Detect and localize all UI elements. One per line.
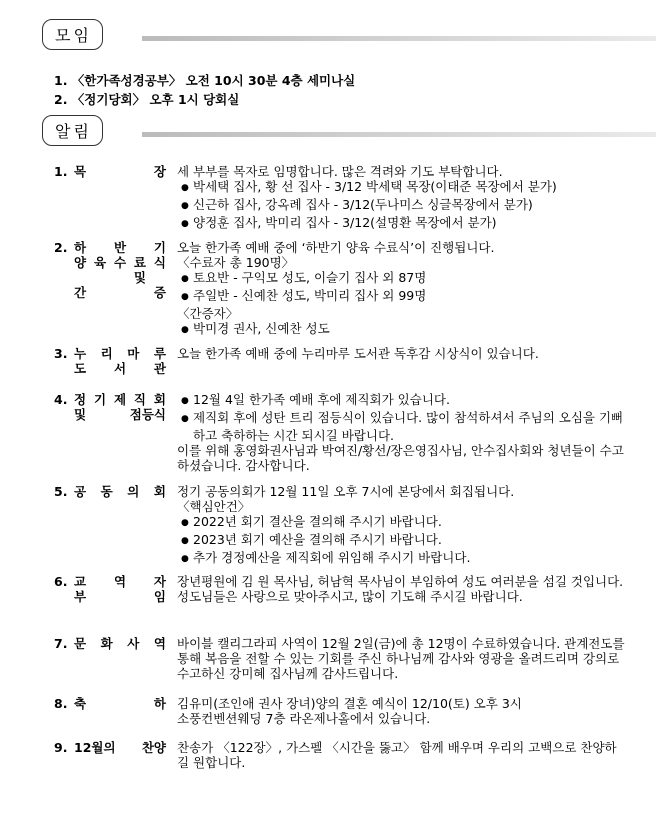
notice-title-line: 목 장 xyxy=(74,164,166,179)
notice-number: 5. xyxy=(54,484,68,499)
notice-body xyxy=(177,696,625,726)
body-line: 소풍컨벤션웨딩 7층 라온제나홀에서 있습니다. xyxy=(177,711,431,726)
body-line: 이를 위해 홍영화권사님과 박여진/황선/장은영집사님, 안수집사회와 청년들이 수고하셨습니다. 감사합니다. xyxy=(177,443,624,473)
header-rule xyxy=(142,132,656,137)
notice-title-line: 양 육 수 료 식 xyxy=(74,255,166,270)
bullet-line: ● 2022년 회기 결산을 결의해 주시기 바랍니다. xyxy=(177,514,625,532)
bullet-line: ● 제직회 후에 성탄 트리 점등식이 있습니다. 많이 참석하셔서 주님의 오심을 기뻐하고 축하하는 시간 되시길 바랍니다. xyxy=(177,410,625,443)
notice-body xyxy=(177,346,625,361)
notice-number: 4. xyxy=(54,392,68,407)
notice-number: 6. xyxy=(54,574,68,589)
bullet-line: ● 신근하 집사, 강옥례 집사 - 3/12(두나미스 싱글목장에서 분가) xyxy=(177,197,625,215)
body-line: 장년평원에 김 원 목사님, 허남혁 목사님이 부임하여 성도 여러분을 섬길 것입니다. 성도님들은 사랑으로 맞아주시고, 많이 기도해 주시길 바랍니다. xyxy=(177,574,624,604)
notice-number: 8. xyxy=(54,696,68,711)
body-line: 〈핵심안건〉 xyxy=(177,499,251,514)
notice-number: 2. xyxy=(54,240,68,255)
notice-number: 3. xyxy=(54,346,68,361)
meetings-title: 모임 xyxy=(42,19,103,50)
meeting-line-2: 2. 〈정기당회〉 오후 1시 당회실 xyxy=(54,92,240,107)
bullet-line: ● 토요반 - 구익모 성도, 이슬기 집사 외 87명 xyxy=(177,270,625,288)
notice-title-line: 공 동 의 회 xyxy=(74,484,166,499)
notice-title xyxy=(74,636,166,651)
notice-number: 9. xyxy=(54,740,68,755)
notice-title xyxy=(74,696,166,711)
notice-title-line: 도 서 관 xyxy=(74,361,166,376)
bullet-line: ● 주일반 - 신예찬 성도, 박미리 집사 외 99명 xyxy=(177,288,625,306)
body-line: 오늘 한가족 예배 중에 누리마루 도서관 독후감 시상식이 있습니다. xyxy=(177,346,539,361)
notice-body xyxy=(177,740,625,770)
notices-title: 알림 xyxy=(42,115,103,146)
body-line: 세 부부를 목자로 임명합니다. 많은 격려와 기도 부탁합니다. xyxy=(177,164,503,179)
notice-title xyxy=(74,346,166,376)
body-line: 오늘 한가족 예배 중에 ‘하반기 양육 수료식’이 진행됩니다. xyxy=(177,240,495,255)
notice-title-line: 및 점등식 xyxy=(74,407,166,422)
notice-title-line: 12월의 찬양 xyxy=(74,740,166,755)
notice-title-line: 부 임 xyxy=(74,589,166,604)
meetings-section-header xyxy=(42,19,103,50)
notice-title-line: 정 기 제 직 회 xyxy=(74,392,166,407)
notice-number: 1. xyxy=(54,164,68,179)
notice-body xyxy=(177,392,625,473)
notice-title-line: 문 화 사 역 xyxy=(74,636,166,651)
body-line: 찬송가 〈122장〉, 가스펠 〈시간을 뚫고〉 함께 배우며 우리의 고백으로 찬양하길 원합니다. xyxy=(177,740,617,770)
notice-body xyxy=(177,164,625,233)
notice-body xyxy=(177,484,625,568)
bullet-line: ● 추가 경정예산을 제직회에 위임해 주시기 바랍니다. xyxy=(177,550,625,568)
notice-body xyxy=(177,636,625,681)
body-line: 〈간증자〉 xyxy=(177,306,239,321)
meeting-line-1: 1. 〈한가족성경공부〉 오전 10시 30분 4층 세미나실 xyxy=(54,73,356,88)
notice-title xyxy=(74,484,166,499)
notice-title-line: 하 반 기 xyxy=(74,240,166,255)
bullet-line: ● 2023년 회기 예산을 결의해 주시기 바랍니다. xyxy=(177,532,625,550)
notice-number: 7. xyxy=(54,636,68,651)
notice-title-line: 축 하 xyxy=(74,696,166,711)
notices-section-header xyxy=(42,115,103,146)
notice-title-line: 간 증 xyxy=(74,285,166,300)
notice-title xyxy=(74,740,166,755)
body-line: 바이블 캘리그라피 사역이 12월 2일(금)에 총 12명이 수료하였습니다. 관계전도를 통해 복음을 전할 수 있는 기회를 주신 하나님께 감사와 영광을 올려드리며 강의로 수고하신 강미혜 집사님께 감사드립니다. xyxy=(177,636,625,681)
body-line: 〈수료자 총 190명〉 xyxy=(177,255,295,270)
header-rule xyxy=(142,36,656,41)
bullet-line: ● 박세택 집사, 황 선 집사 - 3/12 박세택 목장(이태준 목장에서 분가) xyxy=(177,179,625,197)
notice-title xyxy=(74,164,166,179)
bullet-line: ● 박미경 권사, 신예찬 성도 xyxy=(177,321,625,339)
bullet-line: ● 12월 4일 한가족 예배 후에 제직회가 있습니다. xyxy=(177,392,625,410)
notice-title-line: 및 xyxy=(133,270,146,285)
notice-title xyxy=(74,574,166,604)
notice-title xyxy=(74,240,166,300)
notice-title-line: 누 리 마 루 xyxy=(74,346,166,361)
body-line: 김유미(조인애 권사 장녀)양의 결혼 예식이 12/10(토) 오후 3시 xyxy=(177,696,522,711)
notice-title xyxy=(74,392,166,422)
bullet-line: ● 양정훈 집사, 박미리 집사 - 3/12(설명환 목장에서 분가) xyxy=(177,215,625,233)
notice-body xyxy=(177,574,625,604)
notice-title-line: 교 역 자 xyxy=(74,574,166,589)
body-line: 정기 공동의회가 12월 11일 오후 7시에 본당에서 회집됩니다. xyxy=(177,484,515,499)
notice-body xyxy=(177,240,625,339)
